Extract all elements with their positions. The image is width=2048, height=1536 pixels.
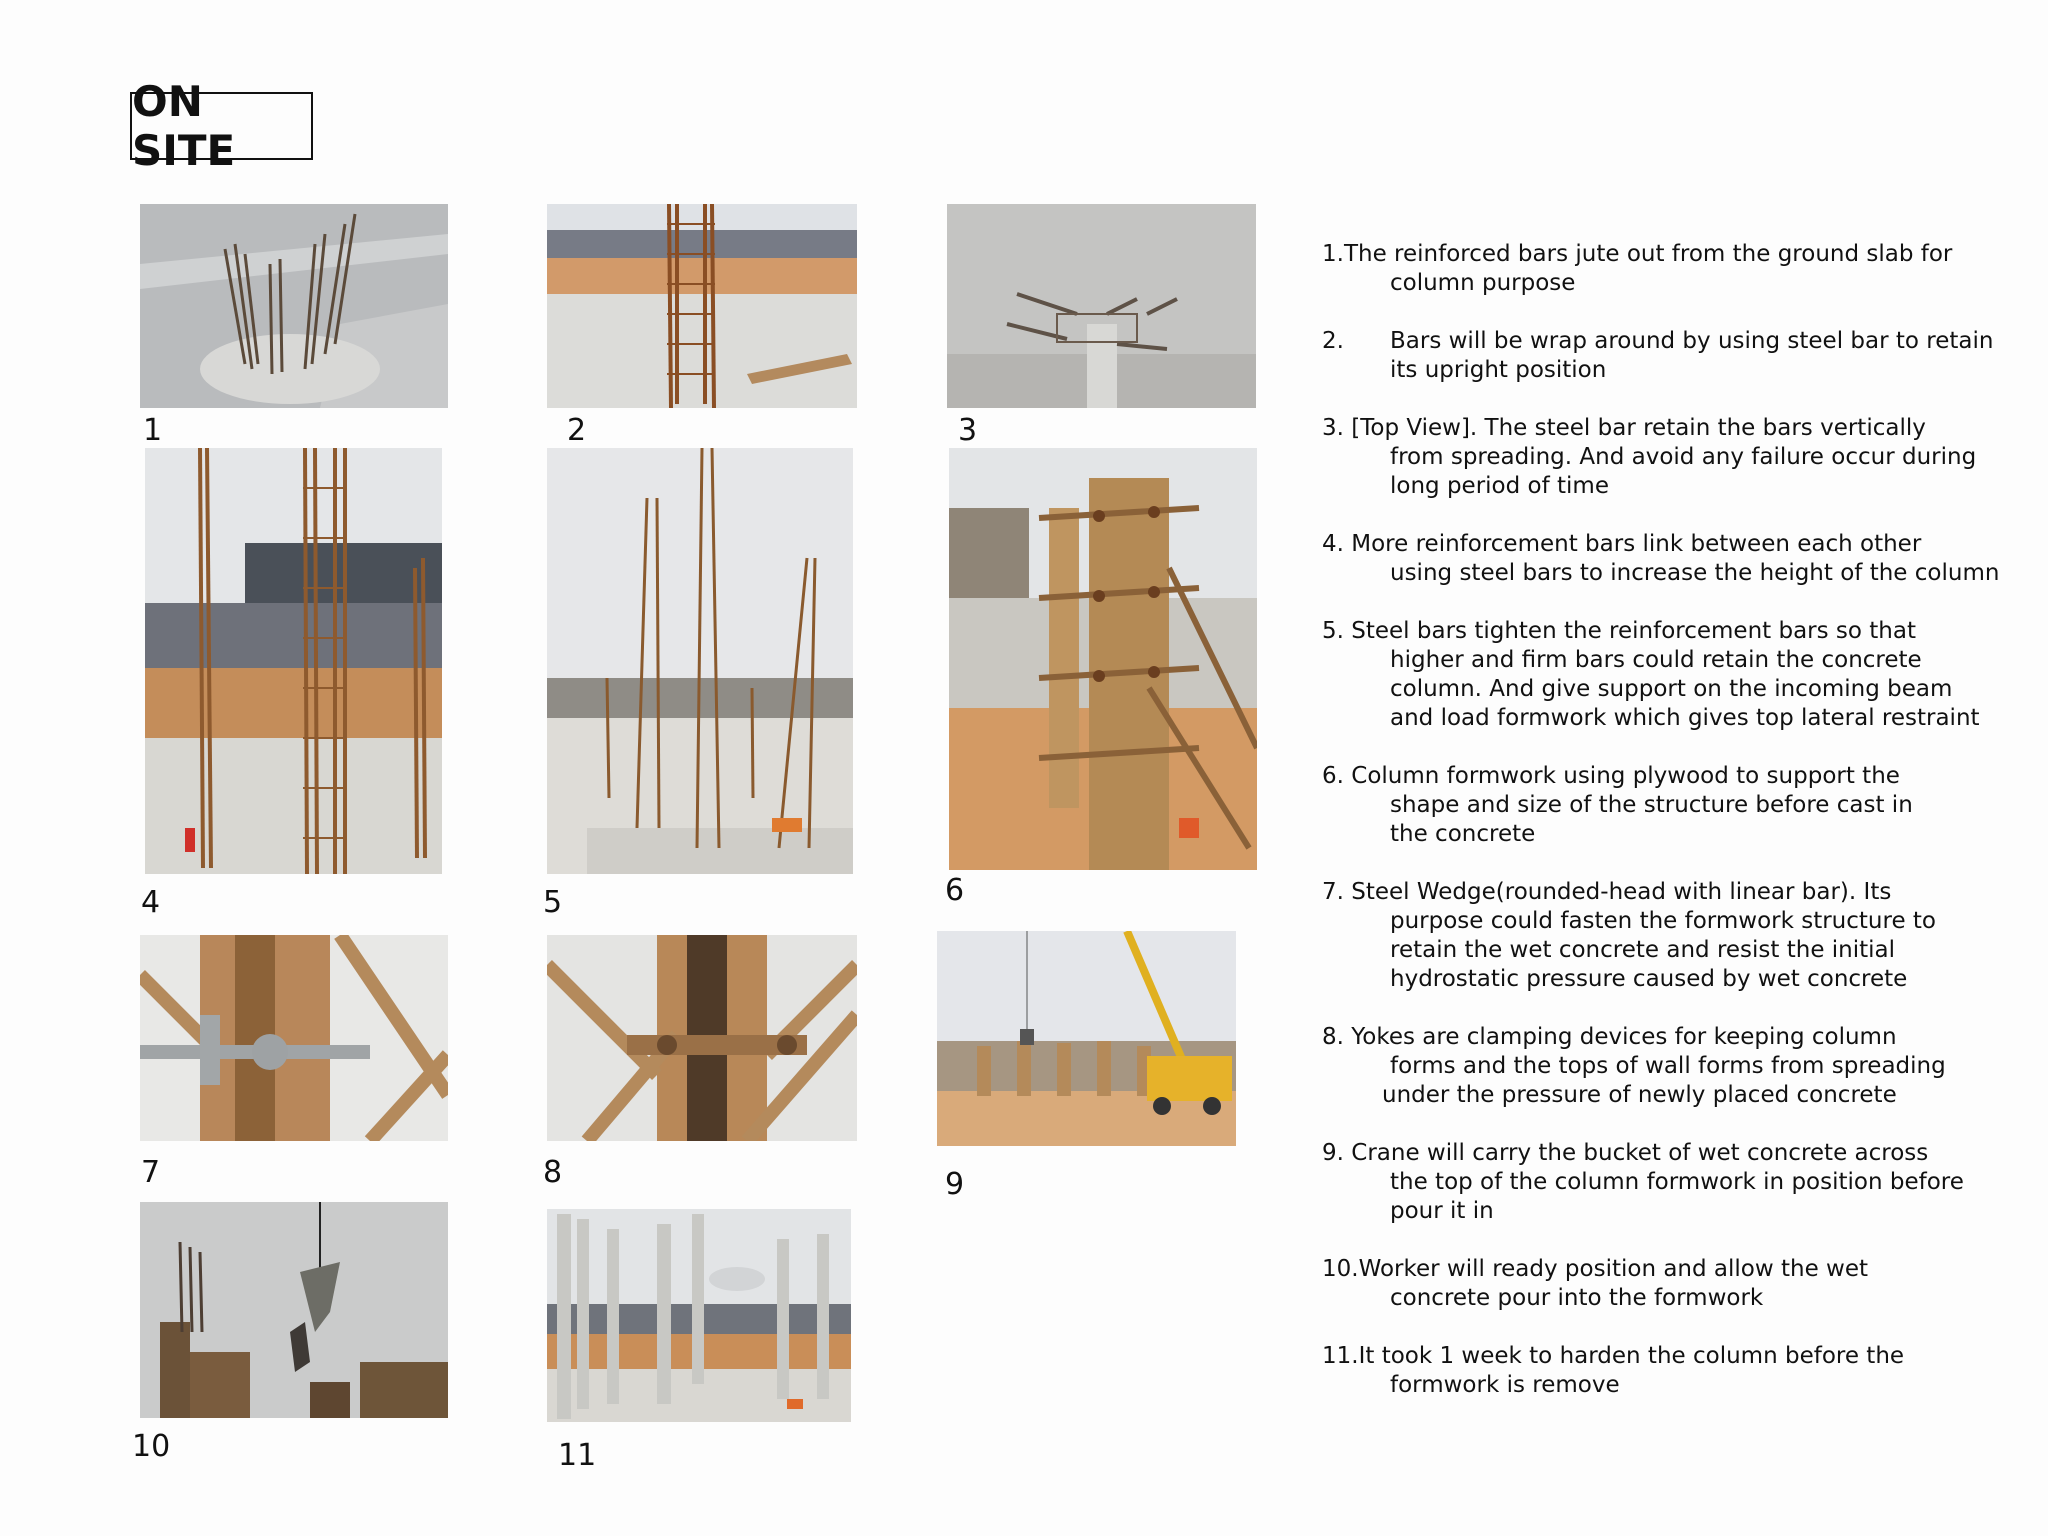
note-line: using steel bars to increase the height of the column <box>1390 560 2000 586</box>
photo-number: 9 <box>945 1167 965 1202</box>
note-line: formwork is remove <box>1390 1372 1620 1398</box>
note-number: 5. <box>1322 618 1344 644</box>
note-item <box>1322 414 2022 501</box>
note-number: 7. <box>1322 879 1344 905</box>
note-line: column purpose <box>1390 270 1576 296</box>
note-number: 10. <box>1322 1256 1359 1282</box>
note-item <box>1322 762 2022 849</box>
note-item <box>1322 1342 2022 1400</box>
note-item <box>1322 1023 2022 1110</box>
note-item <box>1322 530 2022 588</box>
note-item <box>1322 327 2022 385</box>
note-number: 2. <box>1322 328 1344 354</box>
note-line: retain the wet concrete and resist the initial <box>1390 937 1896 963</box>
note-line: purpose could fasten the formwork structure to <box>1390 908 1937 934</box>
note-line: the concrete <box>1390 821 1536 847</box>
note-line: Yokes are clamping devices for keeping column <box>1351 1024 1897 1050</box>
photo-number: 6 <box>945 873 965 908</box>
photo-number: 7 <box>141 1155 161 1190</box>
photo-1-rebar-from-slab <box>140 204 448 408</box>
photo-11-hardened-columns <box>547 1209 851 1422</box>
photo-number: 4 <box>141 885 161 920</box>
note-line: The reinforced bars jute out from the ground slab for <box>1343 241 1953 267</box>
note-line: column. And give support on the incoming beam <box>1390 676 1953 702</box>
note-line: forms and the tops of wall forms from spreading <box>1390 1053 1946 1079</box>
photo-number: 3 <box>958 413 978 448</box>
note-number: 11. <box>1322 1343 1359 1369</box>
photo-6-column-formwork <box>949 448 1257 870</box>
note-item <box>1322 617 2022 733</box>
photo-8-yokes <box>547 935 857 1141</box>
note-line: under the pressure of newly placed concrete <box>1382 1082 1897 1108</box>
photo-2-wrapped-bars <box>547 204 857 408</box>
note-item <box>1322 1139 2022 1226</box>
note-line: higher and firm bars could retain the concrete <box>1390 647 1922 673</box>
photo-5-steel-bars-tighten <box>547 448 853 874</box>
note-line: concrete pour into the formwork <box>1390 1285 1764 1311</box>
note-number: 1. <box>1322 241 1344 267</box>
note-item <box>1322 240 2022 298</box>
photo-9-crane <box>937 931 1236 1146</box>
note-line: [Top View]. The steel bar retain the bars vertically <box>1351 415 1926 441</box>
note-line: More reinforcement bars link between each other <box>1351 531 1922 557</box>
photo-number: 1 <box>143 413 163 448</box>
photo-3-top-view <box>947 204 1256 408</box>
note-line: It took 1 week to harden the column before the <box>1358 1343 1905 1369</box>
photo-10-concrete-pour <box>140 1202 448 1418</box>
notes-list <box>1322 240 2022 1429</box>
note-line: Steel bars tighten the reinforcement bars so that <box>1351 618 1916 644</box>
note-number: 4. <box>1322 531 1344 557</box>
note-number: 6. <box>1322 763 1344 789</box>
note-line: its upright position <box>1390 357 1607 383</box>
note-line: and load formwork which gives top lateral restraint <box>1390 705 1980 731</box>
note-line: hydrostatic pressure caused by wet concrete <box>1390 966 1908 992</box>
note-line: pour it in <box>1390 1198 1494 1224</box>
note-number: 8. <box>1322 1024 1344 1050</box>
note-line: the top of the column formwork in position before <box>1390 1169 1964 1195</box>
note-line: Column formwork using plywood to support the <box>1351 763 1900 789</box>
note-number: 9. <box>1322 1140 1344 1166</box>
photo-number: 11 <box>558 1438 597 1473</box>
note-item <box>1322 878 2022 994</box>
note-line: long period of time <box>1390 473 1609 499</box>
photo-number: 5 <box>543 885 563 920</box>
note-line: Crane will carry the bucket of wet concrete across <box>1351 1140 1929 1166</box>
page-title: ON SITE <box>130 92 313 160</box>
note-line: Bars will be wrap around by using steel bar to retain <box>1390 328 1994 354</box>
note-line: Steel Wedge(rounded-head with linear bar). Its <box>1351 879 1892 905</box>
photo-number: 2 <box>567 413 587 448</box>
photo-number: 10 <box>132 1429 171 1464</box>
note-item <box>1322 1255 2022 1313</box>
photo-7-steel-wedge <box>140 935 448 1141</box>
note-line: Worker will ready position and allow the wet <box>1358 1256 1869 1282</box>
photo-number: 8 <box>543 1155 563 1190</box>
note-line: from spreading. And avoid any failure occur during <box>1390 444 1977 470</box>
note-line: shape and size of the structure before cast in <box>1390 792 1913 818</box>
photo-4-reinforcement-link <box>145 448 442 874</box>
note-number: 3. <box>1322 415 1344 441</box>
